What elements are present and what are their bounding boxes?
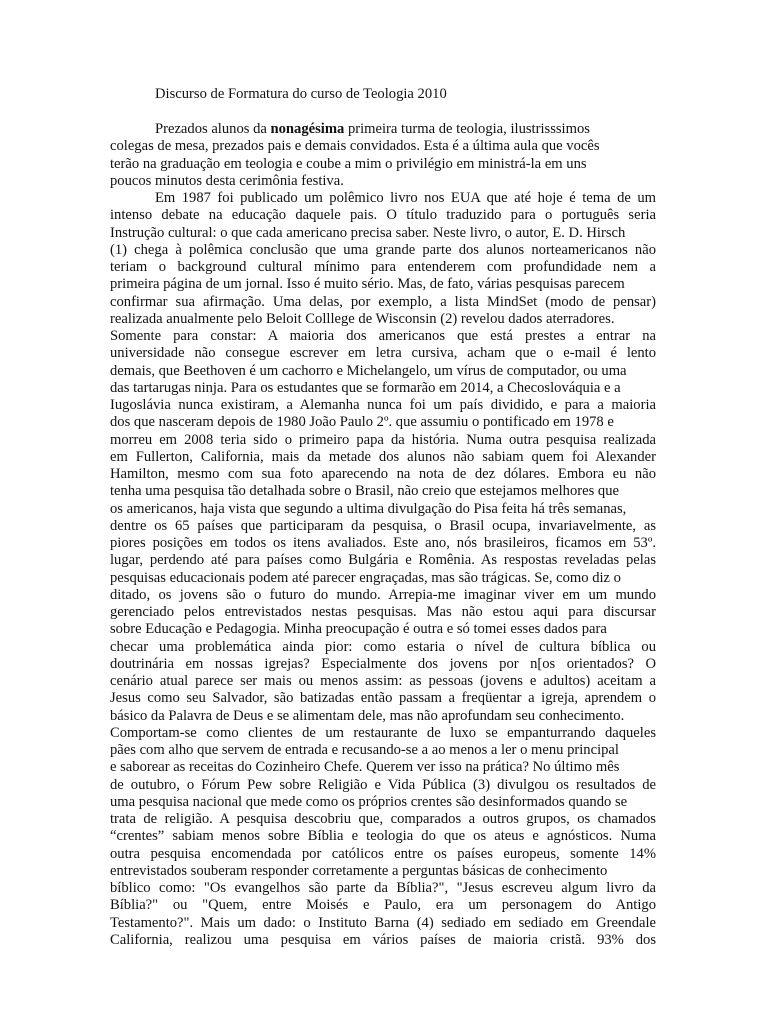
text-line: e saborear as receitas do Cozinheiro Chefe. Querem ver isso na prática? No último mês [110, 759, 620, 776]
text-line: lugar, perdendo até para países como Bulgária e Romênia. As respostas reveladas pelas [110, 552, 656, 569]
text-line: bíblico como: "Os evangelhos são parte da Bíblia?", "Jesus escreveu algum livro da [110, 880, 656, 896]
text-line: teriam o background cultural mínimo para entenderem com profundidade nem a [110, 259, 656, 275]
text-line: gerenciado pelos entrevistados nestas pesquisas. Mas não estou aqui para discursar [110, 604, 656, 620]
text-line: realizada anualmente pelo Beloit Colllege de Wisconsin (2) revelou dados aterradores. [110, 310, 615, 327]
text-line: “crentes” sabiam menos sobre Bíblia e teologia do que os ateus e agnósticos. Numa [110, 828, 656, 845]
text-line: universidade não consegue escrever em letra cursiva, acham que o e-mail é lento [110, 345, 656, 362]
text-line: entrevistados souberam responder corretamente a perguntas básicas de conhecimento [110, 862, 608, 879]
text-line: Em 1987 foi publicado um polêmico livro nos EUA que até hoje é tema de um [155, 190, 656, 206]
text-line: demais, que Beethoven é um cachorro e Michelangelo, um vírus de computador, ou uma [110, 362, 627, 379]
text-line: Bíblia?" ou "Quem, entre Moisés e Paulo, era um personagem do Antigo [110, 897, 656, 914]
text-line: Jesus como seu Salvador, são batizadas então passam a freqüentar a igreja, aprendem o [110, 690, 656, 707]
document-title: Discurso de Formatura do curso de Teologia 2010 [155, 86, 447, 102]
text-line: de outubro, o Fórum Pew sobre Religião e Vida Pública (3) divulgou os resultados de [110, 776, 656, 793]
text-line: pães com alho que servem de entrada e recusando-se a ao menos a ler o menu principal [110, 742, 619, 758]
text-line: Comportam-se como clientes de um restaurante de luxo se empanturrando daqueles [110, 724, 656, 741]
text-line: dos que nasceram depois de 1980 João Paulo 2º. que assumiu o pontificado em 1978 e [110, 414, 614, 431]
text-line: piores posições em todos os itens avaliados. Este ano, nós brasileiros, ficamos em 53º. [110, 535, 656, 551]
text-line: pesquisas educacionais podem até parecer engraçadas, mas são trágicas. Se, como diz o [110, 569, 621, 586]
text-line: doutrinária em nossas igrejas? Especialmente dos jovens por n[os orientados? O [110, 655, 656, 672]
paragraph-main [110, 190, 656, 949]
text-line: básico da Palavra de Deus e se alimentam dele, mas não aprofundam seu conhecimento. [110, 707, 625, 724]
text-line: morreu em 2008 teria sido o primeiro papa da história. Numa outra pesquisa realizada [110, 431, 656, 448]
text-line: sobre Educação e Pedagogia. Minha preocupação é outra e só tomei esses dados para [110, 621, 607, 638]
text-line: intenso debate na educação daquele pais. O título traduzido para o português seria [110, 207, 656, 224]
document-body [110, 121, 656, 949]
text-line: em Fullerton, California, mais da metade dos alunos não sabiam quem foi Alexander [110, 448, 656, 465]
text-line: Somente para constar: A maioria dos americanos que está prestes a entrar na [110, 328, 656, 344]
text-line: confirmar sua afirmação. Uma delas, por exemplo, a lista MindSet (modo de pensar) [110, 293, 656, 310]
text-line: trata de religião. A pesquisa descobriu que, comparados a outros grupos, os chamados [110, 811, 656, 827]
emphasis-text: nonagésima [270, 121, 345, 137]
text-line: Testamento?". Mais um dado: o Instituto Barna (4) sediado em sediado em Greendale [110, 914, 656, 931]
text-line: Prezados alunos da nonagésima primeira turma de teologia, ilustrisssimos [155, 121, 590, 137]
text-line: colegas de mesa, prezados pais e demais convidados. Esta é a última aula que vocês [110, 138, 600, 155]
text-line: dentre os 65 países que participaram da pesquisa, o Brasil ocupa, invariavelmente, as [110, 517, 656, 534]
text-line: os americanos, haja vista que segundo a ultima divulgação do Pisa feita há três semanas, [110, 500, 627, 517]
text-line: primeira página de um jornal. Isso é muito sério. Mas, de fato, várias pesquisas parecem [110, 276, 625, 293]
text-line: uma pesquisa nacional que mede como os próprios crentes são desinformados quando se [110, 793, 628, 810]
text-line: das tartarugas ninja. Para os estudantes que se formarão em 2014, a Checoslováquia e a [110, 379, 621, 396]
text-line: poucos minutos desta cerimônia festiva. [110, 172, 344, 189]
text-line: tenha uma pesquisa tão detalhada sobre o Brasil, não creio que estejamos melhores que [110, 483, 619, 500]
text-line: Instrução cultural: o que cada americano precisa saber. Neste livro, o autor, E. D. Hirsch [110, 224, 626, 241]
text-line: outra pesquisa encomendada por católicos entre os países europeus, somente 14% [110, 845, 656, 862]
text-line: (1) chega à polêmica conclusão que uma grande parte dos alunos norteamericanos não [110, 241, 656, 258]
text-line: Hamilton, mesmo com sua foto aparecendo na nota de dez dólares. Embora eu não [110, 466, 656, 482]
text-line: Iugoslávia nunca existiram, a Alemanha nunca foi um país dividido, e para a maioria [110, 397, 656, 413]
text-line: California, realizou uma pesquisa em vários países de maioria cristã. 93% dos [110, 931, 656, 948]
paragraph-greeting [110, 121, 656, 190]
text-line: checar uma problemática ainda pior: como estaria o nível de cultura bíblica ou [110, 638, 656, 655]
text-line: cenário atual parece ser mais ou menos assim: as pessoas (jovens e adultos) aceitam a [110, 673, 656, 689]
text-line: terão na graduação em teologia e coube a mim o privilégio em ministrá-la em uns [110, 155, 587, 172]
text-line: ditado, os jovens são o futuro do mundo. Arrepia-me imaginar viver em um mundo [110, 586, 656, 603]
